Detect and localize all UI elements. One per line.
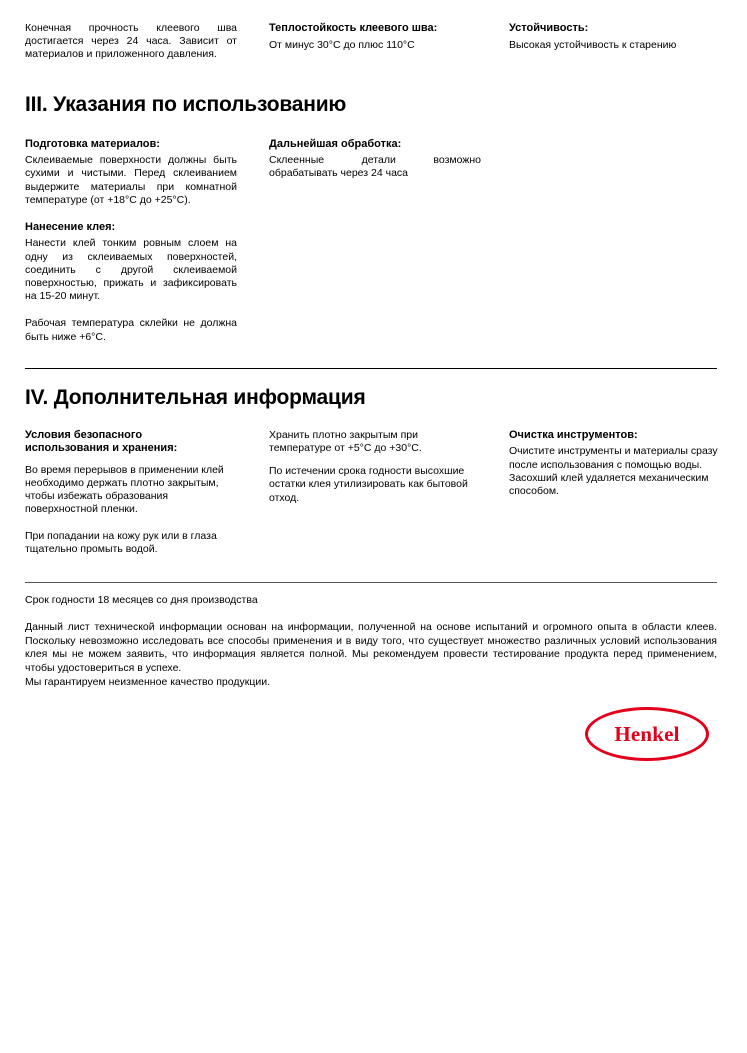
material-preparation-heading: Подготовка материалов: [25,137,160,150]
storage-conditions-block [269,429,481,505]
top-properties-row [25,22,717,62]
working-temperature-text: Рабочая температура склейки не должна быть ниже +6°С. [25,317,237,343]
property-stability-text: Высокая устойчивость к старению [509,38,677,51]
property-final-strength [25,22,237,62]
glue-application-heading: Нанесение клея: [25,220,116,233]
logo-area [25,707,717,761]
disclaimer-text: Данный лист технической информации основан на информации, полученной на основе испытаний и огромного опыта в области клеев. Поскольку невозможно исследовать все способы применения и в виду того, что существует множество различных условий использования клея мы не можем заявить, что информация является полной. Мы рекомендуем провести тестирование продукта перед применением, чтобы удостовериться в успехе. [25,621,717,675]
property-stability-heading: Устойчивость: [509,22,589,34]
section-3-title: III. Указания по использованию [25,92,347,116]
glue-application-text: Нанести клей тонким ровным слоем на одну из склеиваемых поверхностей, соединить с другой склеиваемой поверхностью, прижать и зафиксировать на 15-20 минут. [25,237,237,303]
safe-use-storage-heading [25,429,237,456]
property-heat-resistance [269,22,481,52]
section-4-title: IV. Дополнительная информация [25,385,366,409]
guarantee-text: Мы гарантируем неизменное качество продукции. [25,675,270,688]
section-4 [25,385,717,556]
material-preparation-text: Склеиваемые поверхности должны быть сухими и чистыми. Перед склеиванием выдержите материалы при комнатной температуре (от +18°С до +25°С). [25,154,237,206]
henkel-logo-text: Henkel [614,721,680,746]
material-preparation-block [25,138,237,207]
safe-use-storage-heading-colon: : [173,442,178,455]
safe-use-storage-heading-line1: Условия безопасного [25,428,143,441]
henkel-logo [585,707,709,761]
tool-cleaning-text: Очистите инструменты и материалы сразу после использования с помощью воды. Засохший клей удаляется механическим способом. [509,445,718,497]
divider-above-section-4 [25,368,717,369]
property-final-strength-text: Конечная прочность клеевого шва достигается через 24 часа. Зависит от материалов и приложенного давления. [25,22,237,61]
further-processing-heading: Дальнейшая обработка: [269,137,402,150]
further-processing-text: Склеенные детали возможно обрабатывать через 24 часа [269,154,481,180]
tool-cleaning-block [509,429,721,498]
property-heat-resistance-heading: Теплостойкость клеевого шва: [269,22,438,34]
section-3-left-column [25,138,237,358]
further-processing-block [269,138,481,181]
working-temperature-block [25,317,237,343]
property-stability [509,22,729,52]
storage-conditions-para2: По истечении срока годности высохшие остатки клея утилизировать как бытовой отход. [269,465,468,504]
section-3 [25,92,717,358]
shelf-life-text: Срок годности 18 месяцев со дня производства [25,594,258,607]
safe-use-storage-para2: При попадании на кожу рук или в глаза тщательно промыть водой. [25,529,217,555]
section-3-right-column [269,138,481,195]
safe-use-storage-block [25,429,237,556]
tool-cleaning-heading: Очистка инструментов: [509,428,638,441]
storage-conditions-para1: Хранить плотно закрытым при температуре от +5°С до +30°С. [269,428,422,455]
section-3-body [25,138,717,358]
glue-application-block [25,221,237,304]
divider-above-shelf-life [25,582,717,583]
safe-use-storage-heading-line2: использования и хранения [25,442,174,455]
safe-use-storage-para1: Во время перерывов в применении клей необходимо держать плотно закрытым, чтобы избежать образования поверхностной пленки. [25,463,224,516]
property-heat-resistance-text: От минус 30°С до плюс 110°С [269,38,415,51]
section-4-body [25,429,717,556]
